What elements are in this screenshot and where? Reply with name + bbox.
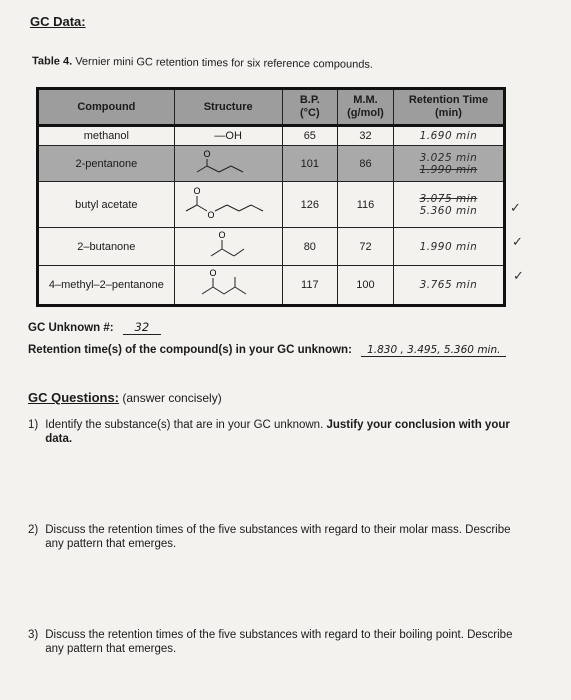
svg-text:O: O [209, 267, 217, 278]
compound-cell: 4–methyl–2–pentanone [38, 266, 175, 306]
retention-times-value: 1.830 , 3.495, 5.360 min. [361, 344, 506, 357]
bp-cell: 101 [282, 146, 338, 182]
structure-butyl-acetate-icon [183, 185, 273, 221]
questions-heading [28, 390, 222, 405]
retention-struck-value: 3.075 min [419, 192, 478, 205]
retention-cell: 1.690 min [393, 126, 504, 146]
gc-unknown-label: GC Unknown #: [28, 322, 114, 334]
table-row [38, 126, 505, 146]
gc-data-table [36, 87, 506, 307]
question-number: 3) [28, 629, 39, 641]
mm-cell: 32 [338, 126, 394, 146]
question-text: Discuss the retention times of the five substances with regard to their molar mass. Describe any pattern that emerges. [45, 524, 511, 550]
question-text: Discuss the retention times of the five substances with regard to their boiling point. Describe any pattern that emerges. [45, 629, 513, 655]
bp-cell: 65 [282, 126, 338, 146]
structure-cell [174, 126, 282, 146]
retention-cell [393, 182, 504, 228]
bp-cell: 117 [282, 266, 338, 306]
compound-cell: butyl acetate [38, 182, 175, 228]
question-1 [28, 418, 525, 446]
retention-times-label: Retention time(s) of the compound(s) in your GC unknown: [28, 344, 352, 356]
question-bold-text: Justify your conclusion with your data. [45, 419, 510, 445]
mm-cell: 86 [338, 146, 394, 182]
structure-cell [174, 146, 282, 182]
check-mark-icon: ✓ [510, 200, 521, 215]
question-number: 2) [28, 524, 39, 536]
bp-cell: 126 [282, 182, 338, 228]
gc-unknown-value: 32 [123, 320, 161, 335]
retention-value: 3.025 min [419, 151, 478, 164]
retention-cell: 1.990 min [393, 228, 504, 266]
svg-text:O: O [193, 186, 201, 196]
table-row [38, 146, 505, 182]
svg-text:O: O [203, 149, 211, 159]
retention-struck-value: 1.990 min [419, 163, 478, 176]
questions-title: GC Questions: [28, 390, 120, 405]
retention-times-line [28, 344, 506, 357]
mm-cell: 116 [338, 182, 394, 228]
structure-cell [174, 228, 282, 266]
question-number: 1) [28, 419, 39, 431]
check-mark-icon: ✓ [513, 268, 524, 283]
svg-text:O: O [218, 230, 226, 240]
svg-text:O: O [207, 210, 215, 220]
structure-cell [174, 182, 282, 228]
structure-cell [174, 266, 282, 306]
structure-4-methyl-2-pentanone-icon [193, 267, 263, 301]
compound-cell: methanol [38, 126, 175, 146]
question-3 [28, 628, 525, 656]
table-caption-text: Vernier mini GC retention times for six reference compounds. [75, 55, 374, 71]
table-row [38, 266, 505, 306]
header-mm: M.M. (g/mol) [338, 89, 394, 126]
question-2 [28, 523, 525, 551]
bp-cell: 80 [282, 228, 338, 266]
table-header-row [38, 89, 505, 126]
question-text-block [45, 418, 525, 446]
retention-cell: 3.765 min [393, 266, 504, 306]
check-mark-icon: ✓ [512, 234, 523, 249]
structure-2-pentanone-icon [193, 148, 263, 176]
mm-cell: 72 [338, 228, 394, 266]
gc-unknown-line [28, 320, 161, 335]
question-text: Identify the substance(s) that are in your GC unknown. [45, 419, 324, 431]
table-caption-label: Table 4. [31, 55, 73, 68]
mm-cell: 100 [338, 266, 394, 306]
retention-cell [393, 146, 504, 182]
page-title: GC Data: [30, 14, 86, 29]
header-bp: B.P. (°C) [282, 89, 338, 126]
compound-cell: 2-pentanone [38, 146, 175, 182]
questions-note: (answer concisely) [122, 391, 222, 405]
table-caption [32, 55, 373, 71]
structure-methanol-text: —OH [214, 130, 242, 142]
table-row [38, 182, 505, 228]
header-structure: Structure [174, 89, 282, 126]
structure-2-butanone-icon [198, 229, 258, 261]
header-compound: Compound [38, 89, 175, 126]
header-retention-time: Retention Time (min) [393, 89, 504, 126]
compound-cell: 2–butanone [38, 228, 175, 266]
retention-value: 5.360 min [419, 204, 478, 217]
table-row [38, 228, 505, 266]
